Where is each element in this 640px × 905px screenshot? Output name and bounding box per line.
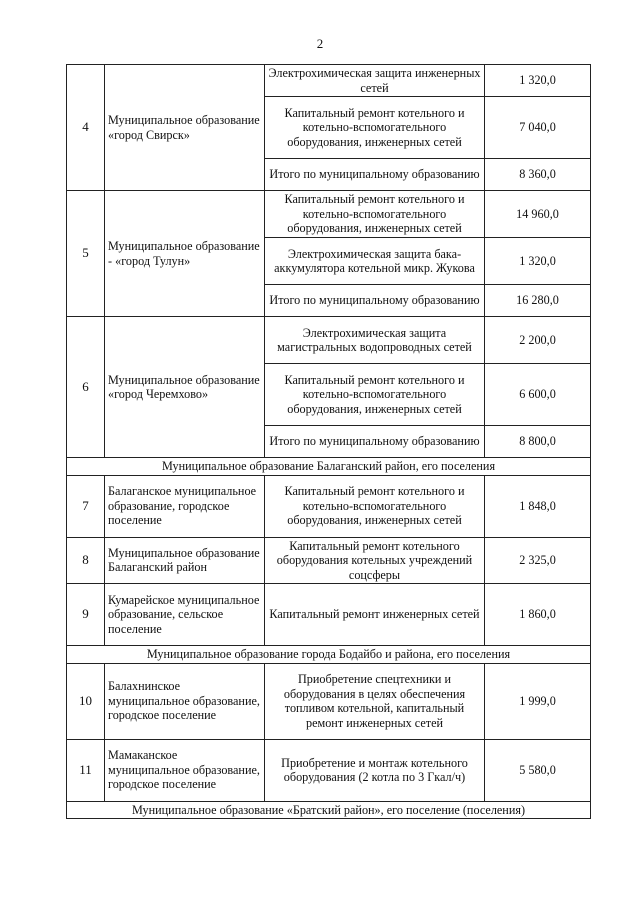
section-title: Муниципальное образование города Бодайбо и района, его поселения: [67, 646, 591, 664]
municipality-name: Балахнинское муниципальное образование, городское поселение: [105, 663, 265, 739]
amount: 1 999,0: [485, 663, 591, 739]
table-row: [67, 317, 591, 364]
municipality-name: Мамаканское муниципальное образование, городское поселение: [105, 739, 265, 801]
row-number: 5: [67, 191, 105, 317]
work-description: Капитальный ремонт котельного оборудования котельных учреждений соцсферы: [265, 537, 485, 584]
work-description: Капитальный ремонт котельного и котельно-вспомогательного оборудования, инженерных сетей: [265, 97, 485, 159]
program-table: [66, 64, 591, 819]
section-row: [67, 801, 591, 819]
amount: 8 800,0: [485, 426, 591, 458]
municipality-name: Муниципальное образование Балаганский район: [105, 537, 265, 584]
table-row: [67, 739, 591, 801]
table-row: [67, 584, 591, 646]
amount: 8 360,0: [485, 159, 591, 191]
amount: 16 280,0: [485, 285, 591, 317]
work-description: Итого по муниципальному образованию: [265, 285, 485, 317]
municipality-name: Муниципальное образование «город Свирск»: [105, 65, 265, 191]
municipality-name: Муниципальное образование - «город Тулун»: [105, 191, 265, 317]
work-description: Электрохимическая защита инженерных сетей: [265, 65, 485, 97]
section-row: [67, 646, 591, 664]
section-title: Муниципальное образование Балаганский район, его поселения: [67, 458, 591, 476]
row-number: 9: [67, 584, 105, 646]
amount: 1 320,0: [485, 65, 591, 97]
work-description: Итого по муниципальному образованию: [265, 426, 485, 458]
amount: 7 040,0: [485, 97, 591, 159]
work-description: Приобретение и монтаж котельного оборудования (2 котла по 3 Гкал/ч): [265, 739, 485, 801]
row-number: 10: [67, 663, 105, 739]
amount: 2 200,0: [485, 317, 591, 364]
row-number: 8: [67, 537, 105, 584]
amount: 5 580,0: [485, 739, 591, 801]
amount: 14 960,0: [485, 191, 591, 238]
page-number: 2: [316, 36, 324, 51]
row-number: 4: [67, 65, 105, 191]
row-number: 7: [67, 475, 105, 537]
amount: 2 325,0: [485, 537, 591, 584]
table-row: [67, 663, 591, 739]
amount: 6 600,0: [485, 364, 591, 426]
section-title: Муниципальное образование «Братский район», его поселение (поселения): [67, 801, 591, 819]
amount: 1 320,0: [485, 238, 591, 285]
work-description: Капитальный ремонт котельного и котельно-вспомогательного оборудования, инженерных сетей: [265, 475, 485, 537]
amount: 1 860,0: [485, 584, 591, 646]
work-description: Капитальный ремонт котельного и котельно-вспомогательного оборудования, инженерных сетей: [265, 364, 485, 426]
work-description: Электрохимическая защита бака-аккумулятора котельной микр. Жукова: [265, 238, 485, 285]
row-number: 6: [67, 317, 105, 458]
table-row: [67, 475, 591, 537]
work-description: Капитальный ремонт инженерных сетей: [265, 584, 485, 646]
work-description: Приобретение спецтехники и оборудования в целях обеспечения топливом котельной, капитальный ремонт инженерных сетей: [265, 663, 485, 739]
amount: 1 848,0: [485, 475, 591, 537]
municipality-name: Муниципальное образование «город Черемхово»: [105, 317, 265, 458]
section-row: [67, 458, 591, 476]
table-row: [67, 65, 591, 97]
work-description: Капитальный ремонт котельного и котельно-вспомогательного оборудования, инженерных сетей: [265, 191, 485, 238]
work-description: Электрохимическая защита магистральных водопроводных сетей: [265, 317, 485, 364]
table-row: [67, 191, 591, 238]
row-number: 11: [67, 739, 105, 801]
municipality-name: Балаганское муниципальное образование, городское поселение: [105, 475, 265, 537]
work-description: Итого по муниципальному образованию: [265, 159, 485, 191]
table-row: [67, 537, 591, 584]
municipality-name: Кумарейское муниципальное образование, сельское поселение: [105, 584, 265, 646]
